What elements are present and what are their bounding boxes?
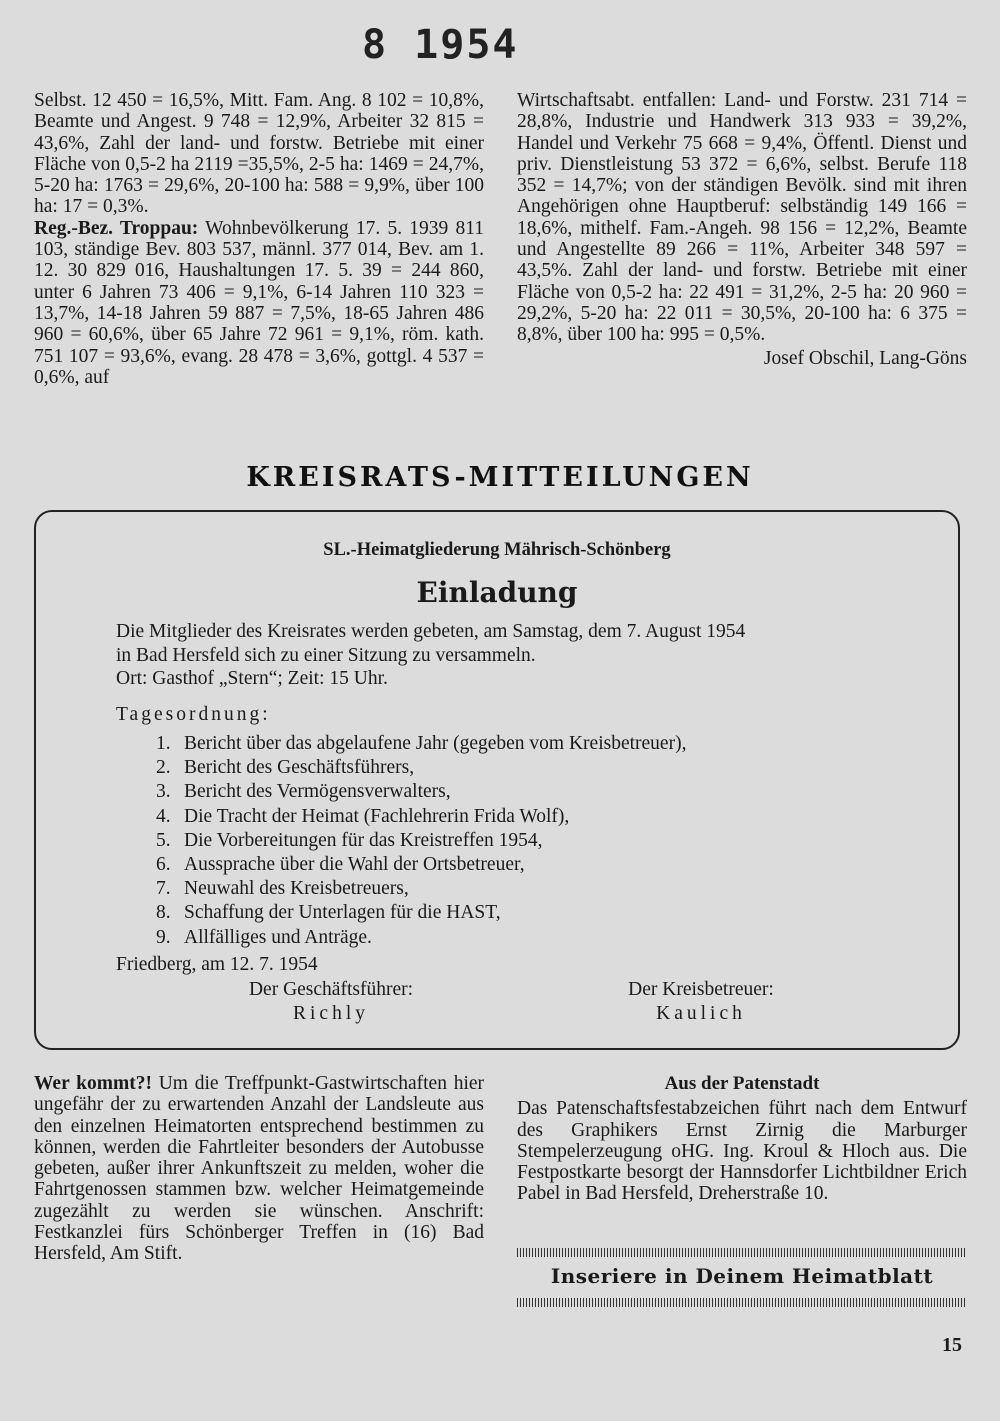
signer-name: Richly (293, 1003, 369, 1024)
who-comes-lead: Wer kommt?! (34, 1073, 152, 1094)
agenda-label: Tagesordnung: (116, 704, 271, 725)
agenda-item: 8. Schaffung der Unterlagen für die HAST, (156, 902, 501, 924)
signer-right (581, 978, 821, 1026)
invitation-text (116, 620, 896, 691)
signer-role: Der Geschäftsführer: (248, 979, 414, 1000)
invitation-date: Friedberg, am 12. 7. 1954 (116, 954, 318, 975)
author-signature: Josef Obschil, Lang-Göns (763, 347, 967, 369)
agenda-item: 7. Neuwahl des Kreisbetreuers, (156, 878, 409, 900)
patenstadt-text: Das Patenschaftsfestabzeichen führt nach dem Entwurf des Graphikers Ernst Zirnig die Marburger Stempelerzeugung oHG. Ing. Kroul & Hloch aus. Die Festpostkarte besorgt der Hannsdorfer Lichtbildner Erich Pabel in Bad Hersfeld, Dreherstraße 10. (517, 1098, 967, 1205)
agenda-list (156, 732, 686, 950)
invitation-line: in Bad Hersfeld sich zu einer Sitzung zu versammeln. (116, 644, 536, 666)
agenda-item: 3. Bericht des Vermögensverwalters, (156, 781, 451, 803)
signer-left (211, 978, 451, 1026)
advert-rule-top (517, 1248, 967, 1257)
section-title: KREISRATS-MITTEILUNGEN (246, 462, 754, 493)
agenda-item: 1. Bericht über das abgelaufene Jahr (gegeben vom Kreisbetreuer), (156, 733, 687, 754)
page-number: 15 (942, 1334, 962, 1356)
statistics-column-right (517, 90, 967, 369)
statistics-column-left (34, 90, 484, 388)
invitation-box (34, 510, 960, 1050)
agenda-item: 5. Die Vorbereitungen für das Kreistreffen 1954, (156, 829, 543, 851)
invitation-heading: Einladung (416, 576, 578, 609)
issue-number: 8 1954 (362, 22, 519, 68)
troppau-text: Wohnbevölkerung 17. 5. 1939 811 103, ständige Bev. 803 537, männl. 377 014, Bev. am 1. 12. 30 829 016, Haushaltungen 17. 5. 39 = 244 860, unter 6 Jahren 73 406 = 9,1%, 6-14 Jahren 110 323 = 13,7%, 14-18 Jahren 59 887 = 7,5%, 18-65 Jahren 486 960 = 60,6%, über 65 Jahre 72 961 = 9,1%, röm. kath. 751 107 = 93,6%, evang. 28 478 = 3,6%, gottgl. 4 537 = 0,6%, auf (34, 217, 484, 388)
invitation-line: Die Mitglieder des Kreisrates werden gebeten, am Samstag, dem 7. August 1954 (116, 621, 746, 642)
troppau-lead: Reg.-Bez. Troppau: (34, 217, 199, 239)
advert-text: Inseriere in Deinem Heimatblatt (550, 1264, 934, 1288)
advert-rule-bottom (517, 1298, 967, 1307)
agenda-item: 2. Bericht des Geschäftsführers, (156, 757, 415, 779)
statistics-paragraph: Selbst. 12 450 = 16,5%, Mitt. Fam. Ang. 8 102 = 10,8%, Beamte und Angest. 9 748 = 12,9%, Arbeiter 32 815 = 43,6%, Zahl der land- und forstw. Betriebe mit einer Fläche von 0,5-2 ha 2119 =35,5%, 2-5 ha: 1469 = 24,7%, 5-20 ha: 1763 = 29,6%, 20-100 ha: 588 = 9,9%, über 100 ha: 17 = 0,3%. (34, 90, 484, 218)
agenda-item: 9. Allfälliges und Anträge. (156, 926, 372, 948)
agenda-item: 6. Aussprache über die Wahl der Ortsbetreuer, (156, 854, 525, 876)
agenda-item: 4. Die Tracht der Heimat (Fachlehrerin Frida Wolf), (156, 805, 570, 827)
who-comes-text: Um die Treffpunkt-Gastwirtschaften hier ungefähr der zu erwartenden Anzahl der Landsleute aus den einzelnen Heimatorten entsprechend bestimmen zu können, werden die Fahrtleiter besonders der Autobusse gebeten, außer ihrer Ankunftszeit zu melden, woher die Fahrtgenossen stammen bzw. welcher Heimatgemeinde zugezählt zu werden sie wünschen. Anschrift: Festkanzlei fürs Schönberger Treffen in (16) Bad Hersfeld, Am Stift. (34, 1073, 485, 1265)
patenstadt-article (517, 1073, 967, 1205)
economy-paragraph: Wirtschaftsabt. entfallen: Land- und Forstw. 231 714 = 28,8%, Industrie und Handwerk 313 933 = 39,2%, Handel und Verkehr 75 668 = 9,4%, Öffentl. Dienst und priv. Dienstleistung 53 372 = 6,6%, selbst. Berufe 118 352 = 14,7%; von der ständigen Bevölk. sind mit ihren Angehörigen ohne Hauptberuf: selbständig 149 166 = 18,6%, mithelf. Fam.-Angeh. 98 156 = 12,2%, Beamte und Angestellte 89 266 = 11%, Arbeiter 348 597 = 43,5%. Zahl der land- und forstw. Betriebe mit einer Fläche von 0,5-2 ha: 22 491 = 31,2%, 2-5 ha: 20 960 = 29,2%, 5-20 ha: 22 011 = 30,5%, 20-100 ha: 6 375 = 8,8%, über 100 ha: 995 = 0,5%. (517, 90, 967, 346)
patenstadt-title: Aus der Patenstadt (664, 1073, 820, 1094)
signer-role: Der Kreisbetreuer: (628, 979, 774, 1000)
troppau-paragraph (34, 218, 484, 388)
signer-name: Kaulich (656, 1003, 746, 1024)
who-comes-article (34, 1073, 484, 1265)
invitation-organization: SL.-Heimatgliederung Mährisch-Schönberg (323, 540, 671, 560)
invitation-line: Ort: Gasthof „Stern“; Zeit: 15 Uhr. (116, 668, 388, 689)
